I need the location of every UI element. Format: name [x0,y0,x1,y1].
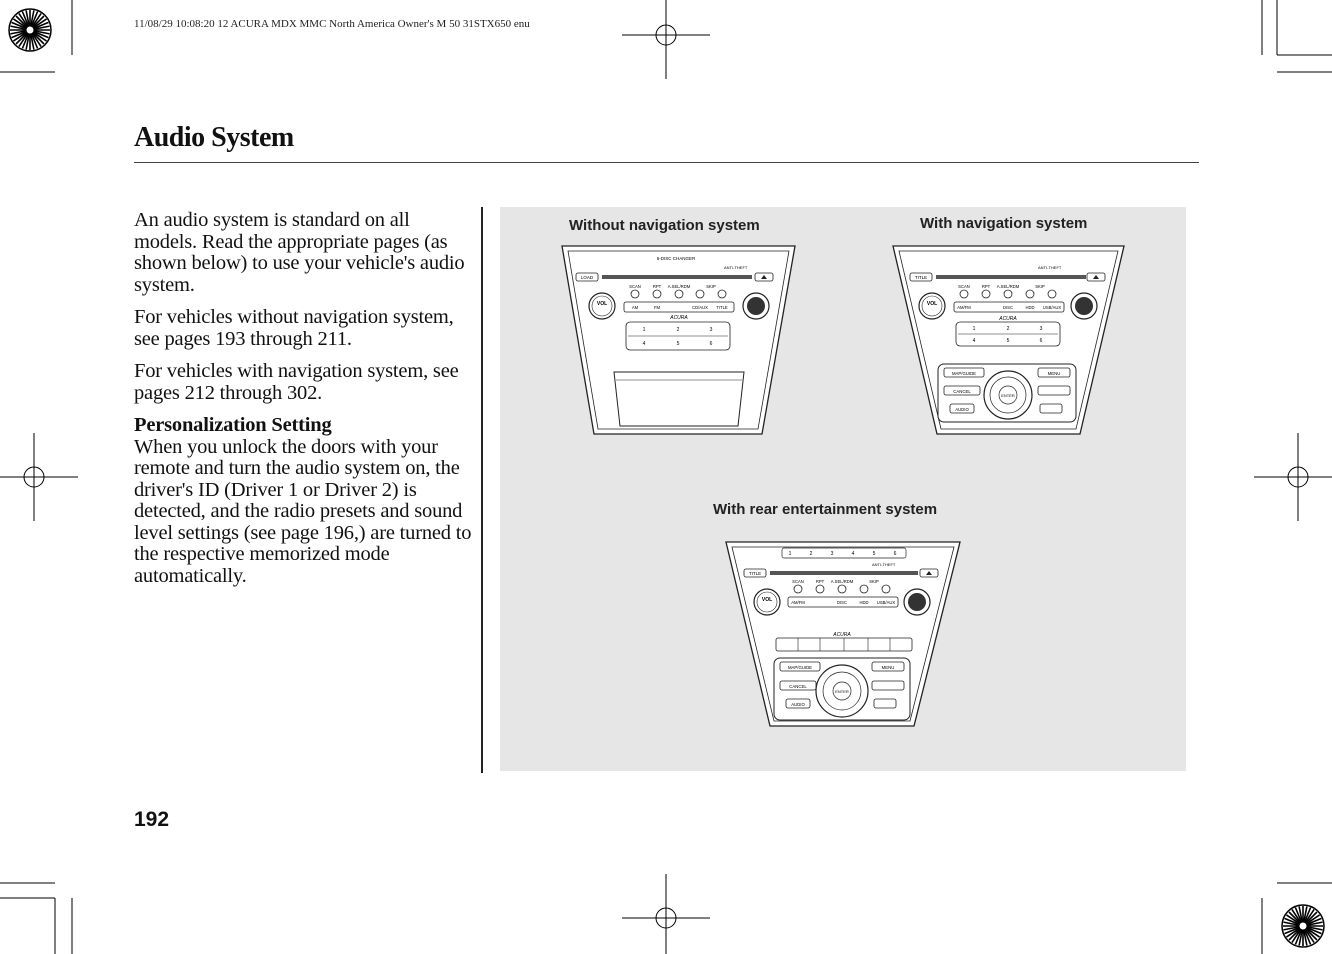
body-text-column [134,210,474,587]
disc-slot [770,571,918,575]
rpt-button[interactable] [653,290,661,298]
asel-button[interactable] [1004,290,1012,298]
antitheft-text: ANTI-THEFT [872,562,896,567]
asel-label: A.SEL/RDM [996,284,1020,289]
enter-label: ENTER [835,689,849,694]
preset-1[interactable]: 1 [972,326,976,332]
cdaux-button[interactable]: CD/AUX [692,305,708,310]
label-with-navigation: With navigation system [920,215,1088,232]
skip-forward-button[interactable] [718,290,726,298]
vol-label: VOL [596,301,608,307]
rpt-label: RPT [815,579,825,584]
page-title: Audio System [134,122,294,153]
usbaux-button[interactable]: USB/AUX [1042,305,1062,310]
vol-label: VOL [926,301,938,307]
am-button[interactable]: AM [631,305,639,310]
antitheft-text: ANTI-THEFT [1038,265,1062,270]
preset-2[interactable]: 2 [809,551,813,557]
disc-button[interactable]: DISC [836,600,848,605]
preset-2[interactable]: 2 [1006,326,1010,332]
title-divider [134,162,1199,163]
disc-slot [602,275,752,279]
info-phone-button[interactable] [1038,386,1070,395]
skip-back-button[interactable] [860,585,868,593]
usbaux-button[interactable]: USB/AUX [876,600,896,605]
preset-5[interactable]: 5 [872,551,876,557]
skip-forward-button[interactable] [1048,290,1056,298]
preset-3[interactable]: 3 [830,551,834,557]
title-button[interactable]: TITLE [716,305,728,310]
acura-logo: ACURA [670,315,688,321]
menu-label: MENU [881,665,895,670]
audio-unit-without-nav [556,242,801,440]
disc-button[interactable]: DISC [1002,305,1014,310]
skip-label: SKIP [1035,284,1045,289]
talk-back-button[interactable] [874,699,896,708]
menu-label: MENU [1047,371,1061,376]
skip-label: SKIP [706,284,716,289]
scan-button[interactable] [960,290,968,298]
scan-button[interactable] [631,290,639,298]
skip-forward-button[interactable] [882,585,890,593]
without-nav-paragraph: For vehicles without navigation system, see pages 193 through 211. [134,306,454,350]
column-divider [481,207,483,773]
acura-logo: ACURA [999,316,1017,322]
title-label: TITLE [914,275,928,280]
audio-unit-rear-entertainment [724,540,962,730]
intro-paragraph: An audio system is standard on all models. Read the appropriate pages (as shown below) to use your vehicle's audio system. [134,209,465,296]
audio-label: AUDIO [955,407,969,412]
rpt-label: RPT [981,284,991,289]
page-number: 192 [134,808,170,831]
acura-logo: ACURA [833,632,851,638]
print-header: 11/08/29 10:08:20 12 ACURA MDX MMC North America Owner's M 50 31STX650 enu [134,18,530,30]
enter-label: ENTER [1001,393,1015,398]
preset-4[interactable]: 4 [972,338,976,344]
map-guide-label: MAP/GUIDE [951,371,977,376]
scan-label: SCAN [629,284,641,289]
rpt-button[interactable] [982,290,990,298]
asel-label: A.SEL/RDM [830,579,854,584]
asel-button[interactable] [838,585,846,593]
skip-label: SKIP [869,579,879,584]
preset-1[interactable]: 1 [788,551,792,557]
asel-label: A.SEL/RDM [667,284,691,289]
vol-label: VOL [761,597,773,603]
preset-buttons-top [782,548,906,558]
scan-label: SCAN [958,284,970,289]
cancel-label: CANCEL [953,389,971,394]
preset-5[interactable]: 5 [676,341,680,347]
skip-back-button[interactable] [1026,290,1034,298]
cancel-label: CANCEL [789,684,807,689]
antitheft-text: ANTI-THEFT [724,265,748,270]
scan-button[interactable] [794,585,802,593]
amfm-button[interactable]: AM/FM [957,305,971,310]
rpt-label: RPT [652,284,662,289]
preset-3[interactable]: 3 [709,327,713,333]
preset-6[interactable]: 6 [1039,338,1043,344]
info-phone-button[interactable] [872,681,904,690]
preset-3[interactable]: 3 [1039,326,1043,332]
personalization-paragraph: When you unlock the doors with your remote and turn the audio system on, the driver's ID (Driver 1 or Driver 2) is detected, and the radio presets and sound level settings (see page 196,) are turned to the respective memorized mode automatically. [134,435,472,587]
skip-back-button[interactable] [696,290,704,298]
audio-label: AUDIO [791,702,805,707]
disc-slot [936,275,1086,279]
personalization-heading: Personalization Setting [134,414,332,436]
amfm-button[interactable]: AM/FM [791,600,805,605]
with-nav-paragraph: For vehicles with navigation system, see pages 212 through 302. [134,360,459,404]
preset-2[interactable]: 2 [676,327,680,333]
disc-changer-text: 6-DISC CHANGER [656,256,696,261]
fm-button[interactable]: FM [653,305,661,310]
load-label: LOAD [580,275,594,280]
rpt-button[interactable] [816,585,824,593]
audio-unit-with-nav [890,242,1128,438]
preset-5[interactable]: 5 [1006,338,1010,344]
label-without-navigation: Without navigation system [569,217,760,234]
preset-6[interactable]: 6 [893,551,897,557]
scan-label: SCAN [792,579,804,584]
preset-1[interactable]: 1 [642,327,646,333]
title-label: TITLE [748,571,762,576]
hdd-button[interactable]: HDD [1025,305,1035,310]
preset-4[interactable]: 4 [851,551,855,557]
map-guide-label: MAP/GUIDE [787,665,813,670]
preset-6[interactable]: 6 [709,341,713,347]
asel-button[interactable] [675,290,683,298]
talk-back-button[interactable] [1040,404,1062,413]
preset-4[interactable]: 4 [642,341,646,347]
label-rear-entertainment: With rear entertainment system [713,501,938,518]
hdd-button[interactable]: HDD [859,600,869,605]
